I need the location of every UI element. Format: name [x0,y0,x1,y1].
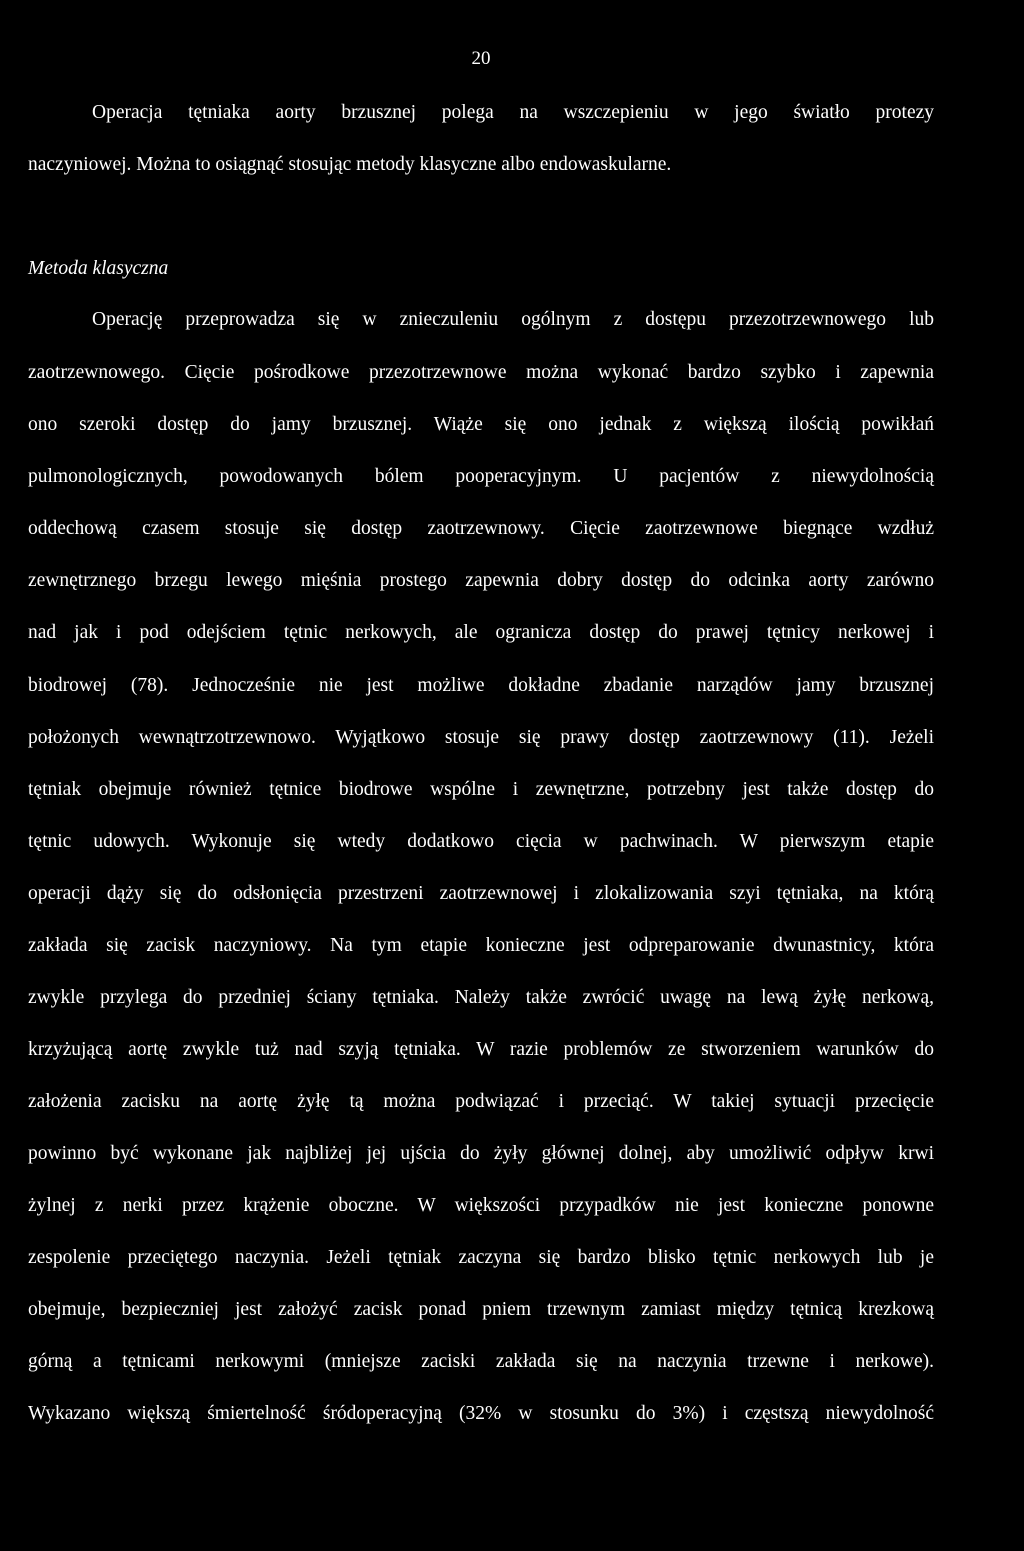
paragraph-line: żylnej z nerki przez krążenie oboczne. W większości przypadków nie jest konieczne ponowne [28,1195,934,1216]
paragraph-line: oddechową czasem stosuje się dostęp zaotrzewnowy. Cięcie zaotrzewnowe biegnące wzdłuż [28,518,934,539]
paragraph-line: tętniak obejmuje również tętnice biodrowe wspólne i zewnętrzne, potrzebny jest także dostęp do [28,779,934,800]
paragraph-line: założenia zacisku na aortę żyłę tą można podwiązać i przeciąć. W takiej sytuacji przecięcie [28,1091,934,1112]
paragraph-line: zakłada się zacisk naczyniowy. Na tym etapie konieczne jest odpreparowanie dwunastnicy, która [28,935,934,956]
paragraph-line: zwykle przylega do przedniej ściany tętniaka. Należy także zwrócić uwagę na lewą żyłę nerkową, [28,987,934,1008]
paragraph-line: zaotrzewnowego. Cięcie pośrodkowe przezotrzewnowe można wykonać bardzo szybko i zapewnia [28,362,934,383]
section-heading: Metoda klasyczna [28,258,169,279]
paragraph-line: ono szeroki dostęp do jamy brzusznej. Wiąże się ono jednak z większą ilością powikłań [28,414,934,435]
intro-line: Operacja tętniaka aorty brzusznej polega na wszczepieniu w jego światło protezy [92,102,934,123]
paragraph-line: biodrowej (78). Jednocześnie nie jest możliwe dokładne zbadanie narządów jamy brzusznej [28,675,934,696]
paragraph-line: Operację przeprowadza się w znieczuleniu ogólnym z dostępu przezotrzewnowego lub [92,309,934,330]
paragraph-line: operacji dąży się do odsłonięcia przestrzeni zaotrzewnowej i zlokalizowania szyi tętniaka, na którą [28,883,934,904]
paragraph-line: tętnic udowych. Wykonuje się wtedy dodatkowo cięcia w pachwinach. W pierwszym etapie [28,831,934,852]
paragraph-line: zewnętrznego brzegu lewego mięśnia prostego zapewnia dobry dostęp do odcinka aorty zarówno [28,570,934,591]
page-number: 20 [471,48,491,69]
paragraph-line: nad jak i pod odejściem tętnic nerkowych, ale ogranicza dostęp do prawej tętnicy nerkowej i [28,622,934,643]
paragraph-line: powinno być wykonane jak najbliżej jej ujścia do żyły głównej dolnej, aby umożliwić odpływ krwi [28,1143,934,1164]
paragraph-line: obejmuje, bezpieczniej jest założyć zacisk ponad pniem trzewnym zamiast między tętnicą krezkową [28,1299,934,1320]
paragraph-line: górną a tętnicami nerkowymi (mniejsze zaciski zakłada się na naczynia trzewne i nerkowe). [28,1351,934,1372]
paragraph-line: położonych wewnątrzotrzewnowo. Wyjątkowo stosuje się prawy dostęp zaotrzewnowy (11). Jeżeli [28,727,934,748]
paragraph-line: zespolenie przeciętego naczynia. Jeżeli tętniak zaczyna się bardzo blisko tętnic nerkowych lub je [28,1247,934,1268]
paragraph-line: Wykazano większą śmiertelność śródoperacyjną (32% w stosunku do 3%) i częstszą niewydolność [28,1403,934,1424]
intro-line: naczyniowej. Można to osiągnąć stosując metody klasyczne albo endowaskularne. [28,154,672,175]
paragraph-line: pulmonologicznych, powodowanych bólem pooperacyjnym. U pacjentów z niewydolnością [28,466,934,487]
paragraph-line: krzyżującą aortę zwykle tuż nad szyją tętniaka. W razie problemów ze stworzeniem warunków do [28,1039,934,1060]
